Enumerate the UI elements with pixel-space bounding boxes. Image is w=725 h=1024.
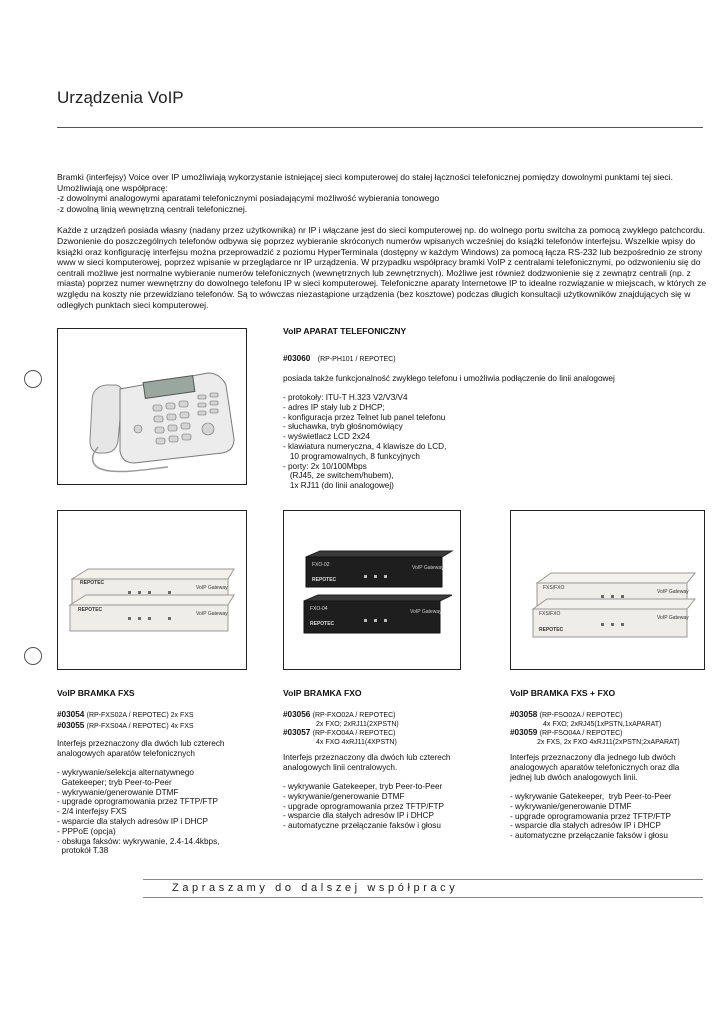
- title-divider: [57, 127, 703, 128]
- svg-text:REPOTEC: REPOTEC: [78, 607, 103, 613]
- binder-hole-bottom: [24, 647, 42, 665]
- fxsfxo-code-line-1: [510, 710, 710, 721]
- phone-code: #03060: [283, 354, 311, 363]
- svg-text:FXO-04: FXO-04: [310, 606, 328, 612]
- svg-text:VoIP Gateway: VoIP Gateway: [410, 609, 442, 615]
- footer-rule-bottom: [143, 897, 703, 898]
- feature-item: - upgrade oprogramowania przez TFTP/FTP: [283, 801, 444, 811]
- svg-text:REPOTEC: REPOTEC: [539, 627, 564, 633]
- fxsfxo-code-2: #03059: [510, 728, 538, 737]
- fxsfxo-code-1: #03058: [510, 710, 538, 719]
- svg-text:FXO-02: FXO-02: [312, 562, 330, 568]
- feature-item: - wykrywanie Gatekeeper, tryb Peer-to-Peer: [283, 782, 443, 791]
- footer-text: Zapraszamy do dalszej współpracy: [172, 882, 459, 894]
- feature-item: - wykrywanie Gatekeeper, tryb Peer-to-Peer: [510, 792, 672, 801]
- fxs-code-line-2: [57, 721, 267, 732]
- fxs-model-1: (RP-FXS02A / REPOTEC) 2x FXS: [86, 712, 194, 719]
- feature-item: - wykrywanie/generowanie DTMF: [510, 801, 632, 811]
- feature-item: - klawiatura numeryczna, 4 klawisze do LCD,: [283, 441, 447, 451]
- feature-item: - upgrade oprogramowania przez TFTP/FTP: [510, 811, 671, 821]
- phone-code-line: [283, 348, 683, 366]
- fxo-code-line-1: [283, 710, 498, 721]
- fxsfxo-code-line-2: [510, 728, 710, 739]
- fxsfxo-sub-1: 4x FXO; 2xRJ45(1xPSTN,1xAPARAT): [543, 721, 662, 728]
- feature-item: - automatyczne przełączanie faksów i głosu: [510, 831, 668, 841]
- fxo-model-2: (RP-FXO04A / REPOTEC): [312, 730, 396, 737]
- fxo-code-line-2: [283, 728, 498, 739]
- fxsfxo-model-1: (RP-FSO02A / REPOTEC): [539, 712, 623, 719]
- phone-model: (RP-PH101 / REPOTEC): [317, 356, 396, 363]
- feature-item: - obsługa faksów: wykrywanie, 2.4-14.4kbps,: [57, 836, 220, 846]
- svg-text:VoIP Gateway: VoIP Gateway: [196, 611, 228, 617]
- fxo-code-1: #03056: [283, 710, 311, 719]
- svg-text:VoIP Gateway: VoIP Gateway: [657, 615, 689, 621]
- fxo-code-2: #03057: [283, 728, 311, 737]
- fxs-description: Interfejs przeznaczony dla dwóch lub czterech analogowych aparatów telefonicznych: [57, 739, 225, 758]
- fxs-code-line-1: [57, 710, 267, 721]
- fxs-section: [57, 688, 267, 856]
- fxs-title: VoIP BRAMKA FXS: [57, 688, 135, 698]
- fxo-feature-list: [283, 782, 498, 831]
- feature-item: - wsparcie dla stałych adresów IP i DHCP: [510, 821, 661, 831]
- fxo-model-1: (RP-FXO02A / REPOTEC): [312, 712, 396, 719]
- feature-item: - protokoły: ITU-T H.323 V2/V3/V4: [283, 393, 408, 402]
- feature-item: - wyświetlacz LCD 2x24: [283, 432, 370, 442]
- fxs-code-1: #03054: [57, 710, 85, 719]
- feature-item: - wykrywanie/selekcja alternatywnego: [57, 768, 194, 777]
- fxo-sub-1: 2x FXO; 2xRJ11(2XPSTN): [316, 721, 399, 728]
- fxo-gateway-image: [283, 510, 461, 670]
- fxsfxo-section: [510, 688, 710, 841]
- feature-item: - wsparcie dla stałych adresów IP i DHCP: [57, 816, 208, 826]
- fxo-description: Interfejs przeznaczony dla dwóch lub czterech analogowych linii centralowych.: [283, 753, 451, 772]
- intro-p1-line1: -z dowolnymi analogowymi aparatami telefonicznymi posiadającymi możliwość wybierania tonowego: [57, 193, 440, 204]
- feature-item: (RJ45, ze switchem/hubem),: [283, 471, 394, 481]
- feature-item: - upgrade oprogramowania przez TFTP/FTP: [57, 797, 218, 807]
- feature-item: 1x RJ11 (do linii analogowej): [283, 481, 394, 491]
- feature-item: - wsparcie dla stałych adresów IP i DHCP: [283, 811, 434, 821]
- svg-text:VoIP Gateway: VoIP Gateway: [196, 585, 228, 591]
- fxs-code-2: #03055: [57, 721, 85, 730]
- feature-item: 10 programowalnych, 8 funkcyjnych: [283, 451, 420, 461]
- feature-item: - wykrywanie/generowanie DTMF: [57, 787, 179, 797]
- fxsfxo-sub-2: 2x FXS, 2x FXO 4xRJ11(2xPSTN;2xAPARAT): [537, 739, 680, 746]
- fxo-sub-2: 4x FXO 4xRJ11(4XPSTN): [316, 739, 397, 746]
- svg-text:VoIP Gateway: VoIP Gateway: [657, 589, 689, 595]
- phone-title: VoIP APARAT TELEFONICZNY: [283, 326, 407, 336]
- footer-rule-top: [143, 879, 703, 880]
- feature-item: - porty: 2x 10/100Mbps: [283, 461, 367, 471]
- svg-text:REPOTEC: REPOTEC: [312, 577, 337, 583]
- fxsfxo-title: VoIP BRAMKA FXS + FXO: [510, 688, 616, 698]
- fxs-gateway-image: [57, 510, 247, 670]
- fxo-title: VoIP BRAMKA FXO: [283, 688, 362, 698]
- fxsfxo-description: Interfejs przeznaczony dla jednego lub dwóch analogowych aparatów telefonicznych oraz dla jednej lub dwóch analogowych linii.: [510, 753, 680, 782]
- intro-text: [57, 172, 707, 321]
- page-title: Urządzenia VoIP: [57, 88, 184, 107]
- fxo-section: [283, 688, 498, 831]
- feature-item: - 2/4 interfejsy FXS: [57, 807, 127, 817]
- intro-paragraph-2: Każde z urządzeń posiada własny (nadany przez użytkownika) nr IP i włączane jest do sieci komputerowej np. do wolnego portu switcha za pomocą zwykłego patchcordu. Dzwonienie do poszczególnych telefonów odbywa się poprzez wybieranie skróconych numerów wpisanych wcześniej do książki telefonów interfejsu. Wszelkie wpisy do książki oraz konfigurację interfejsu można przeprowadzić z poziomu HyperTerminala (dostępny w każdym Windows) za pomocą łącza RS-232 lub bezpośrednio ze strony www w sieci komputerowej, poprzez wpisanie w przeglądarce nr IP urządzenia. W przypadku współpracy bramki VoIP z centralami telefonicznymi, po odzwonieniu się do centrali możliwe jest normalne wybieranie numerów telefonicznych (wewnętrznych lub zewnętrznych). Możliwe jest również dodzwonienie się z zewnątrz centrali (np. z miasta) poprzez numer wewnętrzny do dowolnego telefonu IP w sieci komputerowej. Telefoniczne aparaty Internetowe IP to idealne rozwiązanie w miejscach, w których ze względu na koszty nie przewidziano telefonów. Są to wówczas niezastąpione urządzenia (bez kosztowe) podczas długich konsultacji użytkowników znajdujących się w odległych punktach sieci komputerowej.: [57, 225, 707, 310]
- intro-paragraph-1: [57, 172, 707, 214]
- phone-feature-list: [283, 393, 683, 491]
- ip-phone-image: [57, 328, 247, 485]
- svg-text:VoIP Gateway: VoIP Gateway: [412, 565, 444, 571]
- intro-p1-line2: -z dowolną linią wewnętrzną centrali telefonicznej.: [57, 203, 248, 214]
- feature-item: protokół T.38: [57, 846, 109, 856]
- feature-item: Gatekeeper; tryb Peer-to-Peer: [57, 777, 172, 787]
- fxsfxo-model-2: (RP-FSO04A / REPOTEC): [539, 730, 623, 737]
- feature-item: - automatyczne przełączanie faksów i głosu: [283, 821, 441, 831]
- feature-item: - konfiguracja przez Telnet lub panel telefonu: [283, 412, 446, 422]
- intro-p1-text: Bramki (interfejsy) Voice over IP umożliwiają wykorzystanie istniejącej sieci komputerowej do stałej łączności telefonicznej pomiędzy dowolnymi punktami tej sieci. Umożliwiają one współpracę:: [57, 172, 673, 193]
- binder-hole-top: [24, 370, 42, 388]
- svg-text:FXS/FXO: FXS/FXO: [543, 585, 565, 591]
- fxsfxo-feature-list: [510, 792, 710, 841]
- feature-item: - adres IP stały lub z DHCP;: [283, 402, 385, 412]
- svg-text:REPOTEC: REPOTEC: [310, 621, 335, 627]
- svg-text:FXS/FXO: FXS/FXO: [539, 611, 561, 617]
- feature-item: - PPPoE (opcja): [57, 826, 116, 836]
- fxs-fxo-gateway-image: [510, 510, 705, 670]
- fxs-feature-list: [57, 768, 267, 856]
- feature-item: - słuchawka, tryb głośnomówiący: [283, 422, 403, 432]
- svg-text:REPOTEC: REPOTEC: [80, 580, 105, 586]
- feature-item: - wykrywanie/generowanie DTMF: [283, 791, 405, 801]
- fxs-model-2: (RP-FXS04A / REPOTEC) 4x FXS: [86, 723, 194, 730]
- phone-section: [283, 326, 683, 491]
- phone-description: posiada także funkcjonalność zwykłego telefonu i umożliwia podłączenie do linii analogowej: [283, 374, 615, 383]
